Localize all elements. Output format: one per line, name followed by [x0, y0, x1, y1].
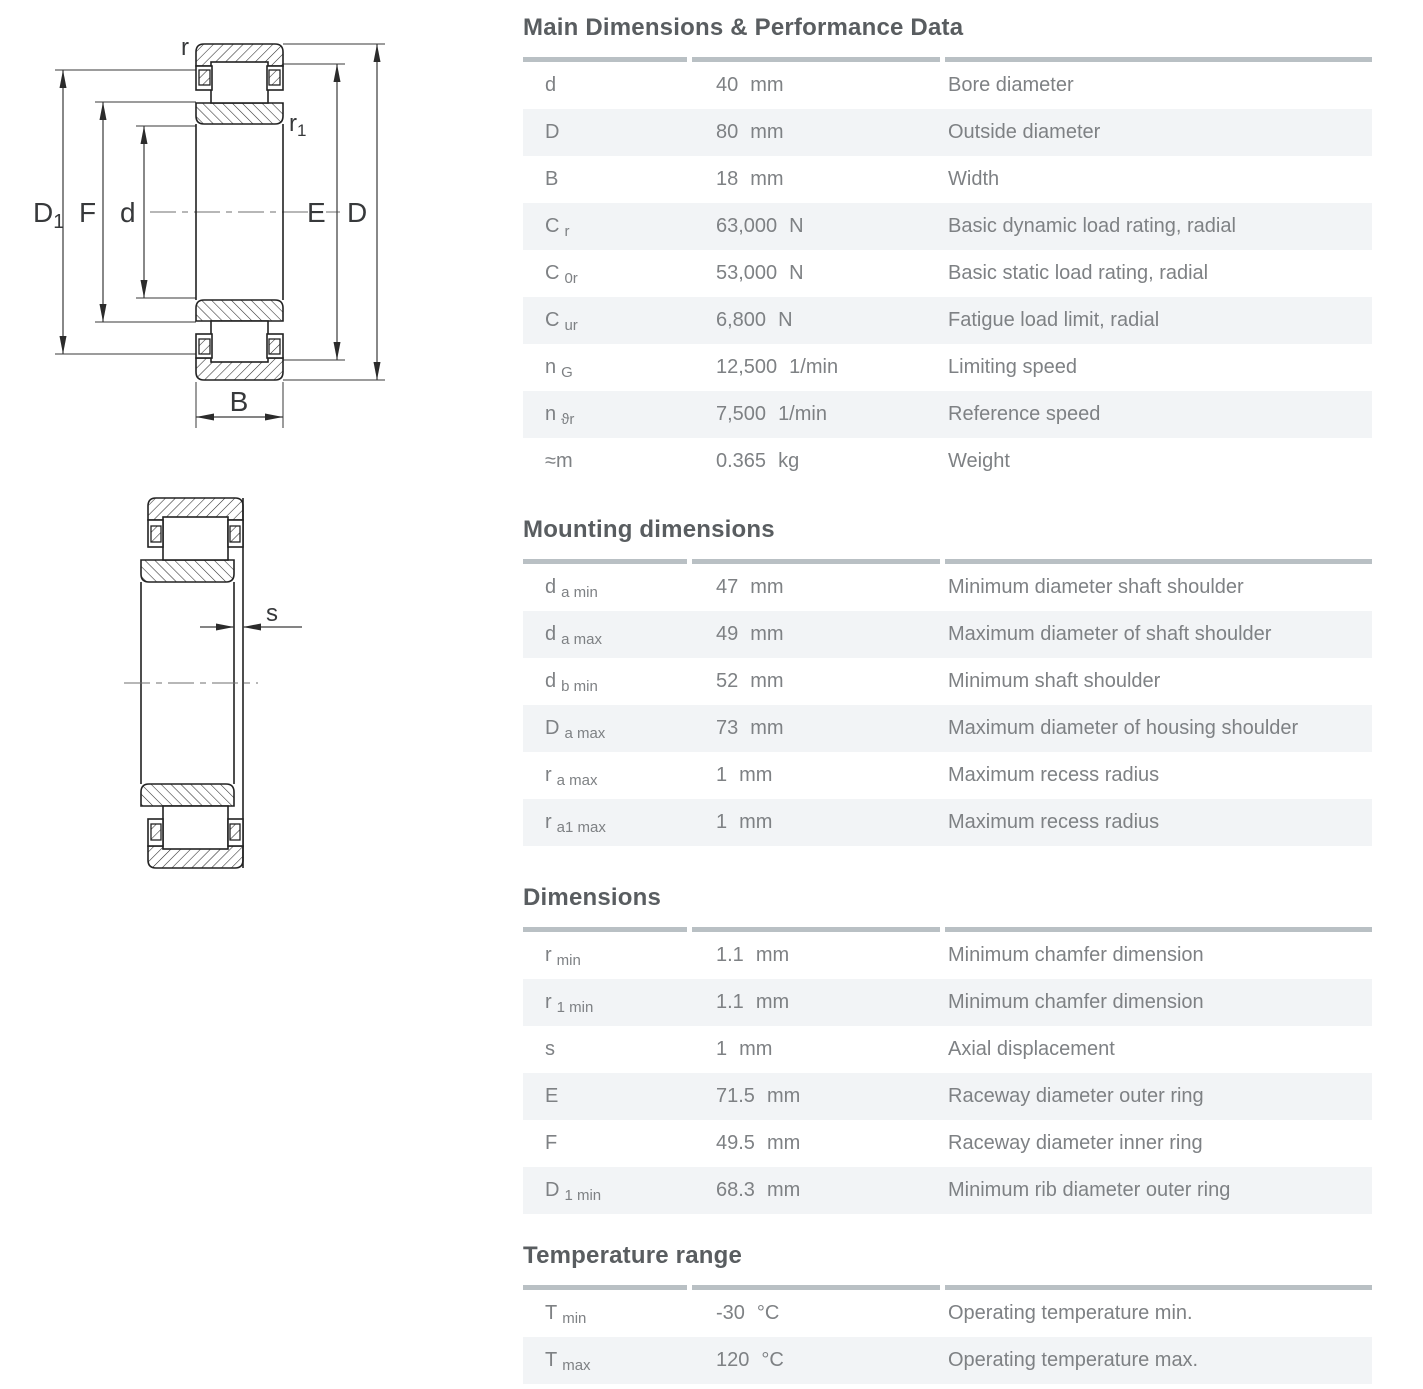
cross-section-drawing [33, 34, 385, 428]
section-title: Main Dimensions & Performance Data [523, 14, 964, 41]
value-cell: 53,000 N [716, 262, 804, 284]
description-cell: Operating temperature min. [948, 1302, 1193, 1324]
value-cell: 40 mm [716, 74, 784, 96]
symbol-cell: T $_{max}$ [545, 1349, 591, 1374]
value-cell: 71.5 mm [716, 1085, 801, 1107]
value-cell: -30 °C [716, 1302, 780, 1324]
table-row [523, 611, 1372, 658]
table-row [523, 1120, 1372, 1167]
description-cell: Basic dynamic load rating, radial [948, 215, 1236, 237]
description-cell: Basic static load rating, radial [948, 262, 1209, 284]
description-cell: Operating temperature max. [948, 1349, 1199, 1371]
table-row [523, 658, 1372, 705]
table-row [523, 932, 1372, 979]
value-cell: 120 °C [716, 1349, 784, 1371]
table-row [523, 1290, 1372, 1337]
table-row [523, 752, 1372, 799]
table-row [523, 156, 1372, 203]
table-temperature-range [523, 1290, 1372, 1384]
label-E: E [307, 197, 326, 228]
symbol-cell: d $_{b min}$ [545, 670, 598, 695]
table-row [523, 438, 1372, 485]
symbol-cell: r $_{a1 max}$ [545, 811, 606, 836]
value-cell: 18 mm [716, 168, 784, 190]
value-cell: 1.1 mm [716, 944, 790, 966]
symbol-cell: D [545, 121, 560, 143]
cage-top-right [230, 526, 240, 542]
description-cell: Bore diameter [948, 74, 1074, 96]
symbol-cell: D $_{a max}$ [545, 717, 606, 742]
description-cell: Maximum recess radius [948, 811, 1160, 833]
value-cell: 52 mm [716, 670, 784, 692]
symbol-cell: C $_{0r}$ [545, 262, 578, 287]
section-mounting-dimensions [523, 516, 1372, 846]
value-cell: 7,500 1/min [716, 403, 827, 425]
symbol-cell: r $_{a max}$ [545, 764, 598, 789]
table-row [523, 979, 1372, 1026]
symbol-cell: D $_{1 min}$ [545, 1179, 602, 1204]
cage-bottom-right [230, 824, 240, 840]
section-title: Mounting dimensions [523, 516, 775, 543]
symbol-cell: n $_{ϑr}$ [545, 403, 575, 428]
section-title: Dimensions [523, 884, 662, 911]
value-cell: 0.365 kg [716, 450, 800, 472]
description-cell: Fatigue load limit, radial [948, 309, 1160, 331]
value-cell: 80 mm [716, 121, 784, 143]
section-title: Temperature range [523, 1242, 743, 1269]
roller-bottom [211, 321, 268, 362]
label-D1: $D_1$ [33, 197, 65, 233]
symbol-cell: T $_{min}$ [545, 1302, 587, 1327]
description-cell: Minimum diameter shaft shoulder [948, 576, 1244, 598]
roller-top [163, 517, 228, 560]
symbol-cell: r $_{1 min}$ [545, 991, 594, 1016]
label-F: F [79, 197, 97, 228]
table-row [523, 62, 1372, 109]
table-row [523, 705, 1372, 752]
description-cell: Width [948, 168, 1000, 190]
cage-bottom-right [269, 339, 280, 354]
description-cell: Maximum diameter of shaft shoulder [948, 623, 1272, 645]
symbol-cell: d [545, 74, 557, 96]
value-cell: 49.5 mm [716, 1132, 801, 1154]
label-D: D [347, 197, 368, 228]
value-cell: 68.3 mm [716, 1179, 801, 1201]
label-d: d [120, 197, 136, 228]
inner-ring-top [141, 560, 234, 582]
description-cell: Minimum shaft shoulder [948, 670, 1161, 692]
description-cell: Minimum chamfer dimension [948, 991, 1204, 1013]
label-B: B [229, 386, 249, 417]
label-s: s [266, 600, 278, 627]
symbol-cell: C $_{ur}$ [545, 309, 578, 334]
description-cell: Minimum chamfer dimension [948, 944, 1204, 966]
symbol-cell: d $_{a max}$ [545, 623, 602, 648]
value-cell: 12,500 1/min [716, 356, 839, 378]
value-cell: 1 mm [716, 764, 773, 786]
description-cell: Minimum rib diameter outer ring [948, 1179, 1231, 1201]
cage-bottom-left [151, 824, 161, 840]
value-cell: 73 mm [716, 717, 784, 739]
table-row [523, 1026, 1372, 1073]
symbol-cell: F [545, 1132, 558, 1154]
roller-bottom [163, 806, 228, 849]
roller-top [211, 62, 268, 103]
cage-top-left [199, 70, 210, 85]
description-cell: Raceway diameter outer ring [948, 1085, 1204, 1107]
cage-bottom-left [199, 339, 210, 354]
description-cell: Reference speed [948, 403, 1101, 425]
datasheet-panel [523, 0, 1372, 1384]
symbol-cell: B [545, 168, 559, 190]
description-cell: Maximum recess radius [948, 764, 1160, 786]
table-row [523, 297, 1372, 344]
description-cell: Outside diameter [948, 121, 1101, 143]
value-cell: 47 mm [716, 576, 784, 598]
table-row [523, 1073, 1372, 1120]
description-cell: Axial displacement [948, 1038, 1115, 1060]
symbol-cell: ≈m [545, 450, 573, 472]
symbol-cell: E [545, 1085, 559, 1107]
label-r: r [181, 34, 189, 61]
section-main-dimensions [523, 14, 1372, 485]
symbol-cell: d $_{a min}$ [545, 576, 598, 601]
cage-top-left [151, 526, 161, 542]
cage-top-right [269, 70, 280, 85]
value-cell: 1 mm [716, 1038, 773, 1060]
value-cell: 63,000 N [716, 215, 804, 237]
value-cell: 1.1 mm [716, 991, 790, 1013]
section-temperature-range [523, 1242, 1372, 1384]
table-row [523, 1337, 1372, 1384]
description-cell: Raceway diameter inner ring [948, 1132, 1203, 1154]
table-row [523, 109, 1372, 156]
description-cell: Maximum diameter of housing shoulder [948, 717, 1299, 739]
symbol-cell: n $_G$ [545, 356, 573, 381]
description-cell: Limiting speed [948, 356, 1077, 378]
label-r1: $r_1$ [289, 110, 307, 140]
table-row [523, 799, 1372, 846]
table-row [523, 344, 1372, 391]
table-row [523, 1167, 1372, 1214]
symbol-cell: r $_{min}$ [545, 944, 581, 969]
bearing-drawings [0, 0, 450, 900]
inner-ring-bottom [141, 784, 234, 806]
table-row [523, 564, 1372, 611]
value-cell: 6,800 N [716, 309, 793, 331]
inner-ring-top [196, 103, 283, 124]
description-cell: Weight [948, 450, 1010, 472]
table-row [523, 391, 1372, 438]
axial-displacement-drawing [124, 498, 302, 868]
table-row [523, 250, 1372, 297]
value-cell: 1 mm [716, 811, 773, 833]
value-cell: 49 mm [716, 623, 784, 645]
inner-ring-bottom [196, 300, 283, 321]
symbol-cell: C $_r$ [545, 215, 570, 240]
table-dimensions [523, 932, 1372, 1214]
symbol-cell: s [545, 1038, 555, 1060]
table-main-dimensions [523, 62, 1372, 485]
table-mounting-dimensions [523, 564, 1372, 846]
table-row [523, 203, 1372, 250]
section-dimensions [523, 884, 1372, 1214]
